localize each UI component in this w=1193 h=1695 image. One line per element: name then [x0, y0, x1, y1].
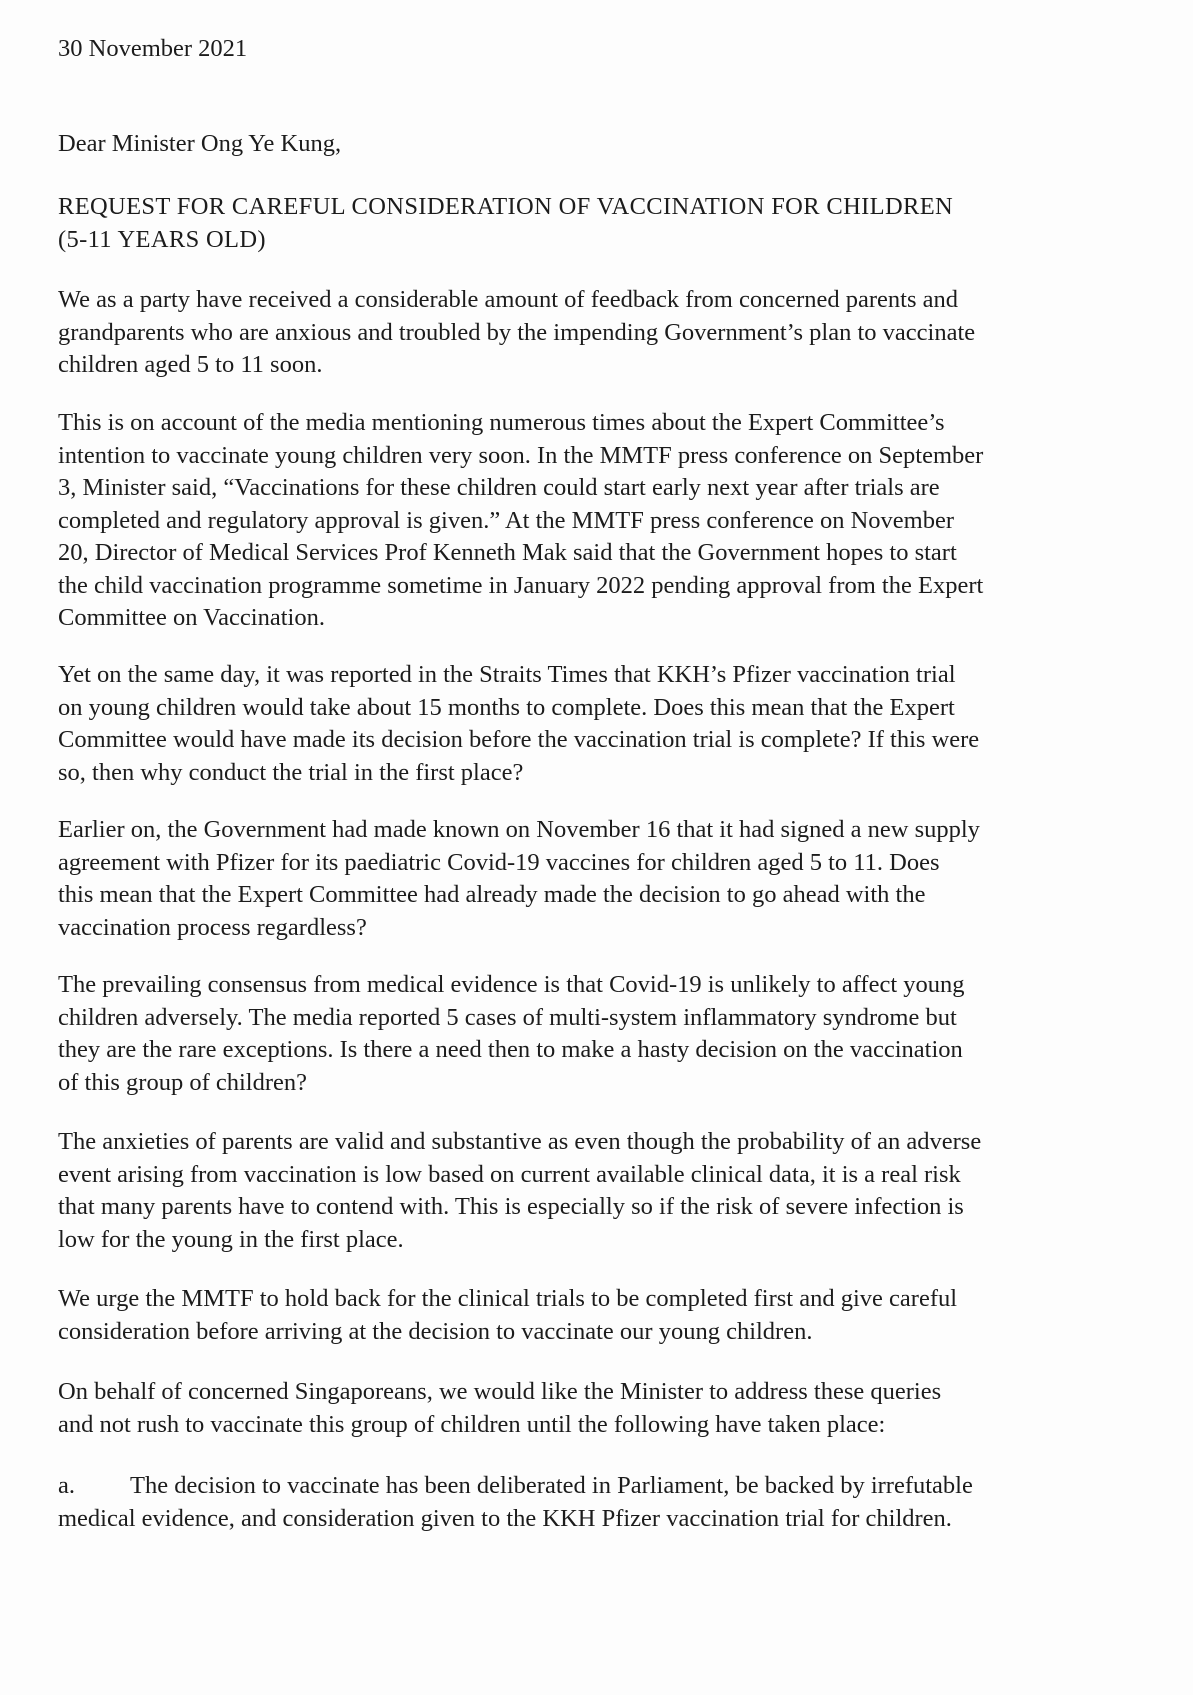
- list-item-line: [58, 1470, 1138, 1503]
- paragraph-7: [58, 1283, 1138, 1348]
- paragraph-4: [58, 814, 1138, 944]
- paragraph-line: they are the rare exceptions. Is there a need then to make a hasty decision on the vaccination: [58, 1036, 963, 1063]
- paragraph-line: Committee would have made its decision before the vaccination trial is complete? If this were: [58, 726, 980, 753]
- subject-line-2: (5-11 YEARS OLD): [58, 225, 266, 253]
- list-item-a: [58, 1470, 1138, 1535]
- subject-line-1: REQUEST FOR CAREFUL CONSIDERATION OF VACCINATION FOR CHILDREN: [58, 193, 954, 220]
- paragraph-line: consideration before arriving at the decision to vaccinate our young children.: [58, 1317, 813, 1345]
- paragraph-line: the child vaccination programme sometime in January 2022 pending approval from the Expert: [58, 571, 984, 599]
- paragraph-line: We as a party have received a considerable amount of feedback from concerned parents and: [58, 286, 959, 313]
- paragraph-line: children aged 5 to 11 soon.: [58, 351, 323, 378]
- paragraph-line: On behalf of concerned Singaporeans, we would like the Minister to address these queries: [58, 1378, 942, 1405]
- paragraph-line: 3, Minister said, “Vaccinations for these children could start early next year after trials are: [58, 474, 940, 501]
- paragraph-line: This is on account of the media mentioning numerous times about the Expert Committee’s: [58, 409, 945, 436]
- paragraph-line: of this group of children?: [58, 1068, 308, 1096]
- list-item-text: The decision to vaccinate has been deliberated in Parliament, be backed by irrefutable: [130, 1472, 973, 1499]
- paragraph-line: The anxieties of parents are valid and substantive as even though the probability of an adverse: [58, 1128, 982, 1155]
- paragraph-line: Committee on Vaccination.: [58, 604, 325, 631]
- letter-date: [58, 33, 1138, 66]
- paragraph-2: [58, 407, 1138, 635]
- paragraph-5: [58, 969, 1138, 1099]
- date-text: 30 November 2021: [58, 35, 248, 62]
- paragraph-line: intention to vaccinate young children very soon. In the MMTF press conference on September: [58, 441, 984, 469]
- paragraph-line: The prevailing consensus from medical evidence is that Covid-19 is unlikely to affect young: [58, 971, 965, 998]
- paragraph-line: vaccination process regardless?: [58, 913, 367, 941]
- paragraph-8: [58, 1376, 1138, 1441]
- subject-heading: [58, 191, 1138, 256]
- paragraph-line: completed and regulatory approval is given.” At the MMTF press conference on November: [58, 506, 955, 534]
- paragraph-line: 20, Director of Medical Services Prof Kenneth Mak said that the Government hopes to start: [58, 539, 957, 566]
- paragraph-line: grandparents who are anxious and troubled by the impending Government’s plan to vaccinate: [58, 318, 976, 346]
- list-marker: a.: [58, 1472, 75, 1499]
- list-item-line: medical evidence, and consideration given to the KKH Pfizer vaccination trial for children.: [58, 1504, 952, 1532]
- paragraph-3: [58, 659, 1138, 789]
- paragraph-line: Yet on the same day, it was reported in the Straits Times that KKH’s Pfizer vaccination trial: [58, 661, 956, 688]
- paragraph-6: [58, 1126, 1138, 1256]
- paragraph-line: Earlier on, the Government had made known on November 16 that it had signed a new supply: [58, 816, 980, 843]
- paragraph-line: We urge the MMTF to hold back for the clinical trials to be completed first and give careful: [58, 1285, 958, 1312]
- paragraph-line: this mean that the Expert Committee had already made the decision to go ahead with the: [58, 881, 926, 908]
- paragraph-line: on young children would take about 15 months to complete. Does this mean that the Expert: [58, 693, 955, 721]
- salutation: [58, 128, 1138, 161]
- paragraph-line: children adversely. The media reported 5 cases of multi-system inflammatory syndrome but: [58, 1003, 957, 1031]
- salutation-text: Dear Minister Ong Ye Kung,: [58, 130, 342, 157]
- paragraph-line: and not rush to vaccinate this group of children until the following have taken place:: [58, 1410, 886, 1438]
- paragraph-line: that many parents have to contend with. This is especially so if the risk of severe infection is: [58, 1193, 964, 1220]
- paragraph-line: low for the young in the first place.: [58, 1225, 404, 1253]
- paragraph-line: agreement with Pfizer for its paediatric Covid-19 vaccines for children aged 5 to 11. Does: [58, 848, 940, 876]
- paragraph-line: so, then why conduct the trial in the first place?: [58, 758, 524, 786]
- paragraph-1: [58, 284, 1138, 382]
- paragraph-line: event arising from vaccination is low based on current available clinical data, it is a real risk: [58, 1160, 961, 1188]
